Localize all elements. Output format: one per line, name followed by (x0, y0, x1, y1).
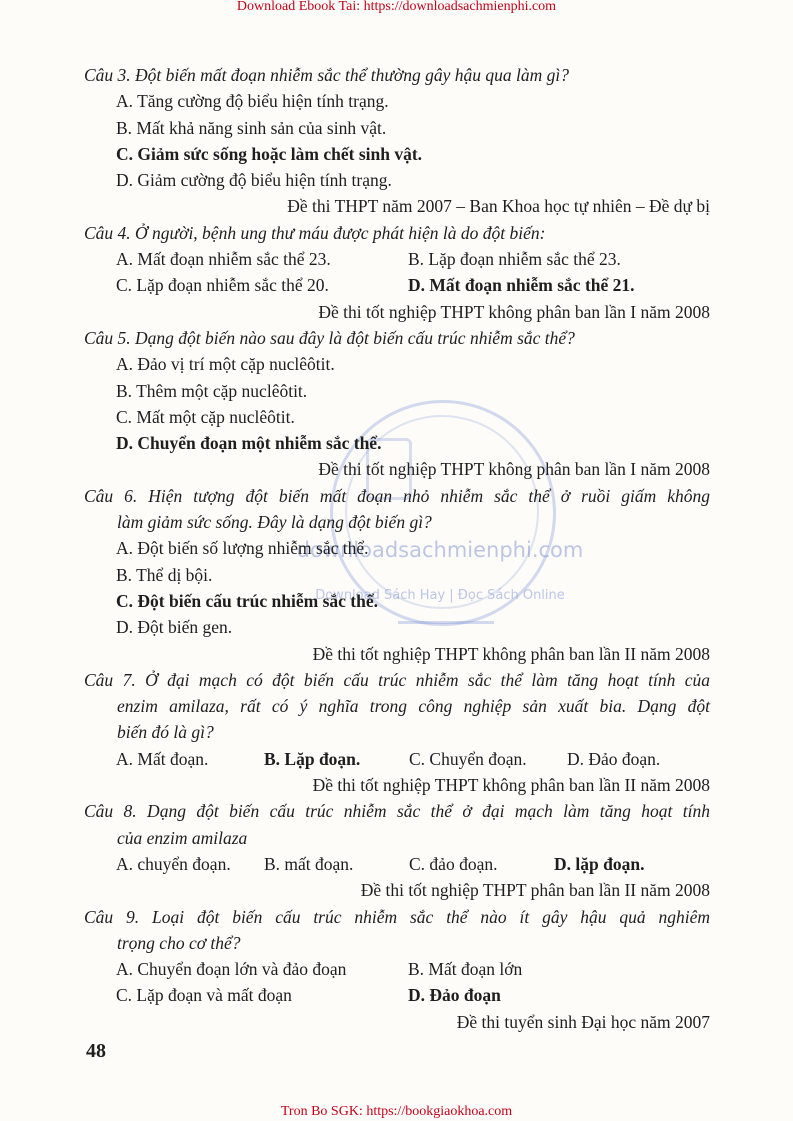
q9-options-row-1 (84, 956, 710, 982)
q5-question: Câu 5. Dạng đột biến nào sau đây là đột biến cấu trúc nhiễm sắc thể? (84, 327, 575, 348)
q8-source: Đề thi tốt nghiệp THPT phân ban lần II năm 2008 (360, 880, 710, 901)
q7-option-d: D. Đảo đoạn. (567, 748, 661, 769)
page-number: 48 (86, 1040, 106, 1062)
q9-question-line2: trọng cho cơ thể? (117, 932, 241, 953)
q3-question: Câu 3. Đột biến mất đoạn nhiễm sắc thể thường gây hậu qua làm gì? (84, 65, 570, 85)
q4-options-row-1 (84, 246, 710, 272)
q3-option-a: A. Tăng cường độ biểu hiện tính trạng. (116, 91, 389, 112)
q7-source: Đề thi tốt nghiệp THPT không phân ban lần II năm 2008 (312, 775, 710, 796)
q5-option-a: A. Đảo vị trí một cặp nuclêôtit. (116, 354, 335, 375)
q7-question-line2: enzim amilaza, rất có ý nghĩa trong công nghiệp sản xuất bia. Dạng đột (117, 696, 710, 717)
q9-option-d-answer: D. Đảo đoạn (408, 985, 501, 1006)
page-content (84, 62, 710, 1035)
q7-option-b-answer: B. Lặp đoạn. (264, 748, 361, 769)
q9-option-a: A. Chuyển đoạn lớn và đảo đoạn (116, 959, 347, 980)
q8-question-line1: Câu 8. Dạng đột biến cấu trúc nhiễm sắc thể ở đại mạch làm tăng hoạt tính (84, 801, 710, 822)
q6-question-line2: làm giảm sức sống. Đây là dạng đột biến gì? (117, 512, 432, 533)
watermark-tagline: Download Sách Hay | Đọc Sách Online (315, 588, 565, 603)
q8-question-line2: của enzim amilaza (117, 827, 248, 848)
q7-question-line1: Câu 7. Ở đại mạch có đột biến cấu trúc nhiễm sắc thể làm tăng hoạt tính của (84, 669, 710, 690)
q4-question: Câu 4. Ở người, bệnh ung thư máu được phát hiện là do đột biến: (84, 222, 546, 243)
q7-question-line3: biến đó là gì? (117, 722, 214, 743)
q7-option-a: A. Mất đoạn. (116, 748, 209, 769)
q9-source: Đề thi tuyển sinh Đại học năm 2007 (456, 1011, 710, 1032)
q7-option-c: C. Chuyển đoạn. (409, 748, 527, 769)
q7-options-row (84, 746, 710, 772)
q6-option-a: A. Đột biến số lượng nhiễm sắc thể. (116, 538, 369, 559)
q6-option-d: D. Đột biến gen. (116, 617, 233, 638)
q6-option-b: B. Thể dị bội. (116, 564, 213, 585)
q9-option-c: C. Lặp đoạn và mất đoạn (116, 985, 292, 1006)
header-download-link[interactable]: Download Ebook Tai: https://downloadsachmienphi.com (236, 0, 557, 14)
q4-option-a: A. Mất đoạn nhiễm sắc thể 23. (116, 249, 331, 270)
q4-option-c: C. Lặp đoạn nhiễm sắc thể 20. (116, 275, 329, 296)
footer-link[interactable]: Tron Bo SGK: https://bookgiaokhoa.com (280, 1104, 513, 1119)
q8-option-c: C. đảo đoạn. (409, 853, 498, 874)
q5-source: Đề thi tốt nghiệp THPT không phân ban lần I năm 2008 (318, 459, 710, 480)
q3-option-d: D. Giảm cường độ biểu hiện tính trạng. (116, 170, 392, 191)
q3-option-b: B. Mất khả năng sinh sản của sinh vật. (116, 117, 387, 138)
q8-options-row (84, 851, 710, 877)
q9-option-b: B. Mất đoạn lớn (408, 959, 523, 980)
q6-option-c-answer: C. Đột biến cấu trúc nhiễm sắc thể. (116, 590, 378, 611)
q3-source: Đề thi THPT năm 2007 – Ban Khoa học tự nhiên – Đề dự bị (287, 196, 710, 217)
watermark-site-text: downloadsachmienphi.com (296, 538, 584, 562)
q9-options-row-2 (84, 982, 710, 1008)
q5-option-b: B. Thêm một cặp nuclêôtit. (116, 380, 308, 401)
q8-option-d-answer: D. lặp đoạn. (554, 853, 645, 874)
q6-question-line1: Câu 6. Hiện tượng đột biến mất đoạn nhỏ nhiễm sắc thể ở ruồi giấm không (84, 485, 710, 506)
q6-source: Đề thi tốt nghiệp THPT không phân ban lần II năm 2008 (312, 643, 710, 664)
q4-options-row-2 (84, 272, 710, 298)
q5-option-c: C. Mất một cặp nuclêôtit. (116, 406, 295, 427)
q4-source: Đề thi tốt nghiệp THPT không phân ban lần I năm 2008 (318, 301, 710, 322)
q4-option-b: B. Lặp đoạn nhiễm sắc thể 23. (408, 249, 621, 270)
q8-option-a: A. chuyển đoạn. (116, 853, 231, 874)
q9-question-line1: Câu 9. Loại đột biến cấu trúc nhiễm sắc thể nào ít gây hậu quả nghiêm (84, 906, 710, 927)
q4-option-d-answer: D. Mất đoạn nhiễm sắc thể 21. (408, 275, 635, 296)
q3-option-c-answer: C. Giảm sức sống hoặc làm chết sinh vật. (116, 143, 423, 164)
q8-option-b: B. mất đoạn. (264, 853, 354, 874)
q5-option-d-answer: D. Chuyển đoạn một nhiễm sắc thể. (116, 433, 382, 454)
